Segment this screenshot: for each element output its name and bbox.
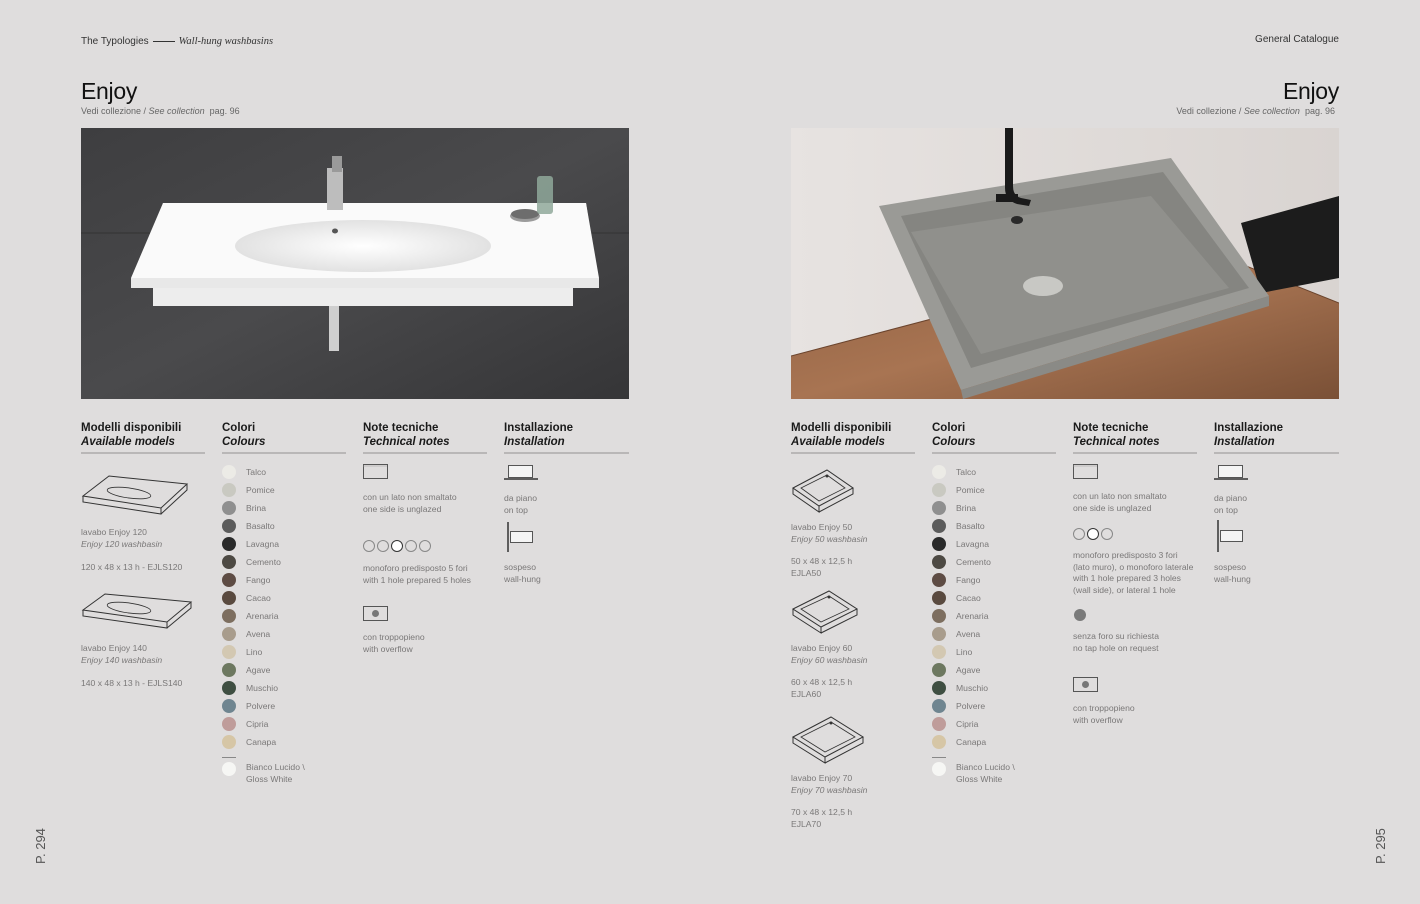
unglazed-side-icon [363,464,389,480]
color-swatch-cipria[interactable] [932,715,1015,733]
color-swatch-fango[interactable] [932,571,1015,589]
color-name: Lavagna [246,539,279,549]
color-dot-icon [222,645,236,659]
color-swatch-canapa[interactable] [222,733,305,751]
color-name: Basalto [956,521,985,531]
color-name: Cemento [246,557,281,567]
washbasin-50-drawing-icon [791,466,855,514]
color-dot-icon [222,699,236,713]
section-label: The Typologies [81,36,149,47]
color-dot-icon [932,699,946,713]
color-dot-icon [222,465,236,479]
color-swatch-cacao[interactable] [222,589,305,607]
right-model-70[interactable]: lavabo Enjoy 70 Enjoy 70 washbasin 70 x 48 x 12,5 h EJLA70 [791,713,867,830]
color-dot-icon [932,645,946,659]
left-install-wall-hung: sospeso wall-hung [504,522,541,585]
color-name: Basalto [246,521,275,531]
color-name: Cemento [956,557,991,567]
color-dot-icon [932,591,946,605]
color-dot-icon [222,537,236,551]
right-install-wall-hung: sospeso wall-hung [1214,520,1251,585]
color-name: Fango [956,575,981,585]
color-swatch-gloss-white[interactable] [932,762,1015,785]
color-swatch-canapa[interactable] [932,733,1015,751]
color-swatch-fango[interactable] [222,571,305,589]
color-swatch-muschio[interactable] [222,679,305,697]
left-model-140[interactable]: lavabo Enjoy 140 Enjoy 140 washbasin 140 x 48 x 13 h - EJLS140 [81,592,193,690]
color-name: Muschio [246,683,278,693]
left-note-holes: monoforo predisposto 5 fori with 1 hole prepared 5 holes [363,539,471,586]
color-name: Pomice [246,485,275,495]
color-name: Brina [246,503,267,513]
color-swatch-lavagna[interactable] [932,535,1015,553]
left-note-overflow: con troppopieno with overflow [363,606,425,655]
color-dot-icon [932,663,946,677]
color-dot-icon [932,717,946,731]
washbasin-140-drawing-icon [81,592,193,632]
color-swatch-polvere[interactable] [932,697,1015,715]
color-swatch-cemento[interactable] [932,553,1015,571]
wall-hung-install-icon [1214,520,1250,552]
countertop-install-icon [504,464,540,482]
color-dot-icon [222,555,236,569]
color-name: Canapa [246,737,277,747]
wall-hung-install-icon [504,522,540,552]
right-model-50[interactable]: lavabo Enjoy 50 Enjoy 50 washbasin 50 x 48 x 12,5 h EJLA50 [791,466,867,579]
unglazed-side-icon [1073,464,1099,480]
overflow-icon [363,606,389,622]
left-model-120[interactable]: lavabo Enjoy 120 Enjoy 120 washbasin 120 x 48 x 13 h - EJLS120 [81,474,189,574]
tap-holes-icon [363,539,433,553]
color-dot-icon [932,762,946,776]
color-swatch-cemento[interactable] [222,553,305,571]
left-install-header: Installazione Installation [504,421,629,454]
color-dot-icon [222,483,236,497]
color-divider [932,757,946,758]
left-note-unglazed: con un lato non smaltato one side is unglazed [363,464,457,515]
color-name: Avena [246,629,271,639]
color-dot-icon [222,609,236,623]
left-models-header: Modelli disponibili Available models [81,421,205,454]
countertop-install-icon [1214,464,1250,482]
right-product-photo [791,128,1339,399]
right-install-on-top: da piano on top [1214,464,1250,516]
color-swatch-pomice[interactable] [932,481,1015,499]
right-install-header: Installazione Installation [1214,421,1339,454]
left-install-on-top: da piano on top [504,464,540,516]
color-name: Arenaria [246,611,279,621]
no-tap-hole-icon [1073,608,1087,622]
color-name: Cacao [246,593,271,603]
color-swatch-gloss-white[interactable] [222,762,305,785]
right-title: Enjoy [1282,78,1339,104]
color-divider [222,757,236,758]
color-swatch-basalto[interactable] [222,517,305,535]
color-name: Avena [956,629,981,639]
left-page-number: P. 294 [33,828,48,864]
color-dot-icon [222,591,236,605]
color-name: Polvere [246,701,276,711]
color-name: Cacao [956,593,981,603]
color-name: Agave [956,665,981,675]
right-color-list [932,463,1015,785]
right-model-60[interactable]: lavabo Enjoy 60 Enjoy 60 washbasin 60 x 48 x 12,5 h EJLA60 [791,587,867,700]
color-swatch-cacao[interactable] [932,589,1015,607]
right-notes-header: Note tecniche Technical notes [1073,421,1197,454]
color-swatch-basalto[interactable] [932,517,1015,535]
color-swatch-brina[interactable] [932,499,1015,517]
color-dot-icon [222,519,236,533]
color-dot-icon [222,717,236,731]
color-swatch-avena[interactable] [932,625,1015,643]
color-dot-icon [222,663,236,677]
color-dot-icon [932,627,946,641]
left-title: Enjoy [81,78,138,104]
color-swatch-avena[interactable] [222,625,305,643]
color-dot-icon [222,501,236,515]
color-name: Polvere [956,701,986,711]
color-dot-icon [932,483,946,497]
color-swatch-muschio[interactable] [932,679,1015,697]
left-color-list [222,463,305,785]
color-swatch-arenaria[interactable] [932,607,1015,625]
overflow-icon [1073,677,1099,693]
color-name: Bianco Lucido \ Gloss White [956,762,1015,784]
color-dot-icon [932,573,946,587]
color-name: Canapa [956,737,987,747]
color-name: Talco [956,467,977,477]
color-dot-icon [222,627,236,641]
left-subtitle[interactable]: Vedi collezione / See collection pag. 96 [81,106,240,116]
washbasin-60-drawing-icon [791,587,859,635]
color-dot-icon [222,735,236,749]
color-name: Lino [956,647,973,657]
color-name: Pomice [956,485,985,495]
right-page-number: P. 295 [1373,828,1388,864]
header-divider [153,41,175,42]
color-dot-icon [222,681,236,695]
left-notes-header: Note tecniche Technical notes [363,421,487,454]
color-dot-icon [932,555,946,569]
color-swatch-talco[interactable] [932,463,1015,481]
right-note-no-hole: senza foro su richiesta no tap hole on request [1073,608,1159,654]
color-swatch-talco[interactable] [222,463,305,481]
color-dot-icon [932,537,946,551]
right-note-holes: monoforo predisposto 3 fori (lato muro), o monoforo laterale with 1 hole prepared 3 holes (wall side), or lateral 1 hole [1073,527,1193,596]
color-swatch-lavagna[interactable] [222,535,305,553]
color-dot-icon [932,735,946,749]
washbasin-120-drawing-icon [81,474,189,518]
color-dot-icon [222,762,236,776]
color-name: Bianco Lucido \ Gloss White [246,762,305,784]
catalogue-label: General Catalogue [1255,34,1339,45]
color-swatch-polvere[interactable] [222,697,305,715]
washbasin-70-drawing-icon [791,713,865,765]
color-swatch-agave[interactable] [932,661,1015,679]
color-name: Cipria [246,719,269,729]
color-name: Agave [246,665,271,675]
color-swatch-cipria[interactable] [222,715,305,733]
color-swatch-pomice[interactable] [222,481,305,499]
right-subtitle[interactable]: Vedi collezione / See collection pag. 96 [1176,106,1335,116]
color-name: Talco [246,467,267,477]
typology-label: Wall-hung washbasins [178,36,274,47]
color-name: Arenaria [956,611,989,621]
color-dot-icon [932,519,946,533]
left-product-photo [81,128,629,399]
color-swatch-arenaria[interactable] [222,607,305,625]
tap-holes-icon [1073,527,1113,541]
right-note-overflow: con troppopieno with overflow [1073,677,1135,726]
right-colors-header: Colori Colours [932,421,1056,454]
right-models-header: Modelli disponibili Available models [791,421,915,454]
color-swatch-brina[interactable] [222,499,305,517]
color-name: Lino [246,647,263,657]
left-colors-header: Colori Colours [222,421,346,454]
color-dot-icon [222,573,236,587]
color-dot-icon [932,609,946,623]
running-header [81,36,273,47]
right-note-unglazed: con un lato non smaltato one side is unglazed [1073,464,1167,514]
color-swatch-lino[interactable] [222,643,305,661]
color-dot-icon [932,501,946,515]
color-name: Cipria [956,719,979,729]
color-name: Brina [956,503,977,513]
color-swatch-agave[interactable] [222,661,305,679]
color-swatch-lino[interactable] [932,643,1015,661]
color-name: Muschio [956,683,988,693]
color-name: Fango [246,575,271,585]
color-dot-icon [932,465,946,479]
color-name: Lavagna [956,539,989,549]
color-dot-icon [932,681,946,695]
